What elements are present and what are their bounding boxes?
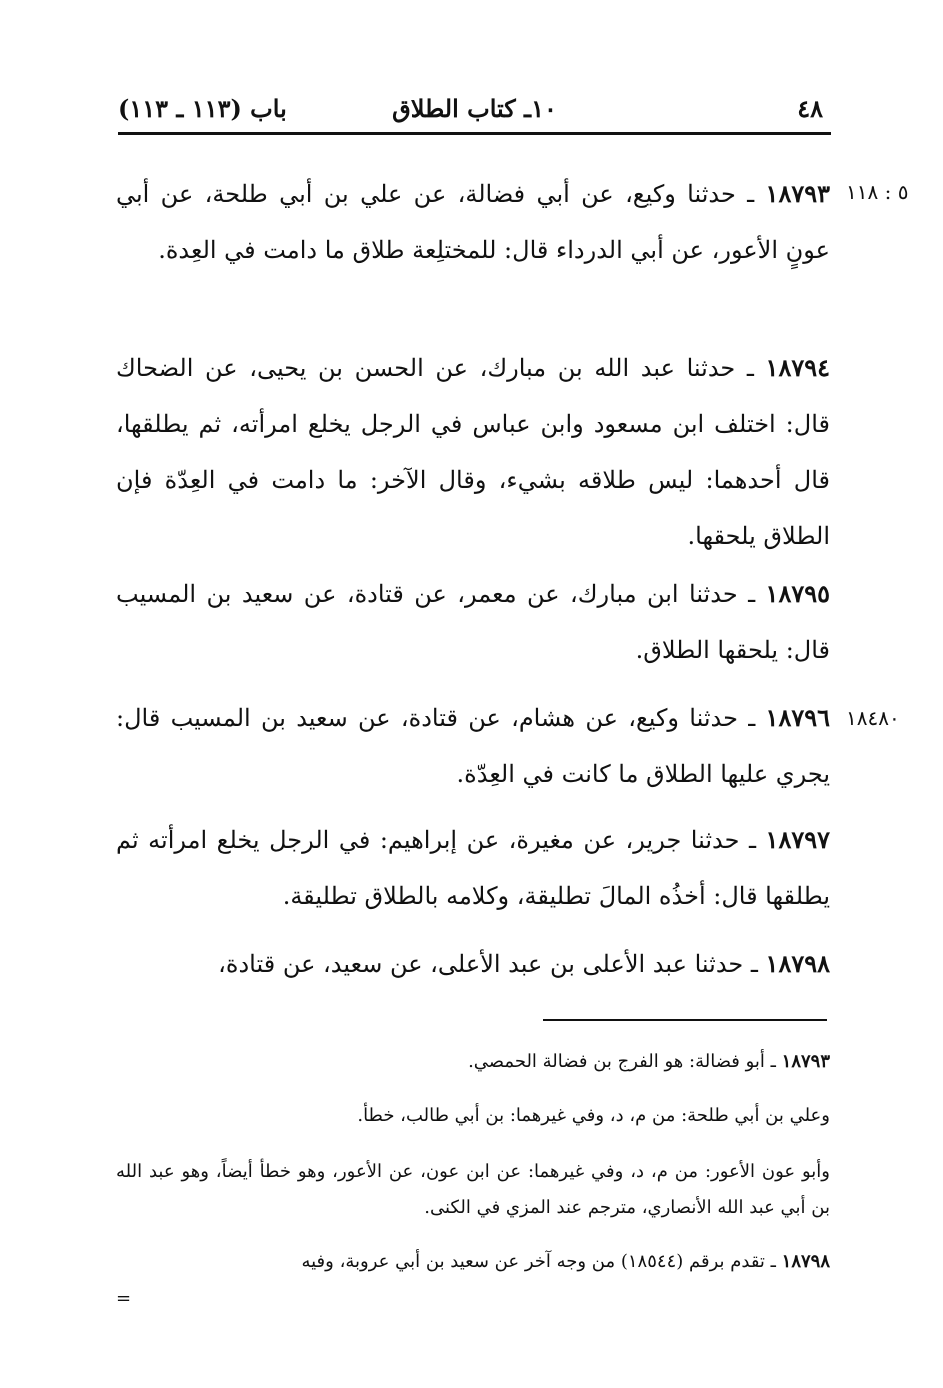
footnote-text: وأبو عون الأعور: من م، د، وفي غيرهما: عن ابن عون، عن الأعور، وهو خطأ أيضاً، وهو عبد الله بن أبي عبد الله الأنصاري، مترجم عند المزي في الكنى. bbox=[116, 1161, 830, 1218]
hadith-number: ١٨٧٩٤ bbox=[765, 353, 830, 382]
footnote bbox=[116, 1044, 830, 1080]
margin-reference: ١٨٤٨٠ bbox=[846, 706, 900, 730]
footnote-text: ـ أبو فضالة: هو الفرج بن فضالة الحمصي. bbox=[468, 1051, 782, 1072]
footnote-number: ١٨٧٩٣ bbox=[781, 1051, 830, 1072]
section-title: باب (١١٣ ـ ١١٣) bbox=[118, 94, 287, 123]
hadith-text: ـ حدثنا ابن مبارك، عن معمر، عن قتادة، عن سعيد بن المسيب قال: يلحقها الطلاق. bbox=[116, 580, 830, 664]
hadith-paragraph bbox=[116, 566, 830, 678]
page-number: ٤٨ bbox=[797, 94, 823, 123]
hadith-number: ١٨٧٩٧ bbox=[765, 825, 830, 854]
footnote-text: ـ تقدم برقم (١٨٥٤٤) من وجه آخر عن سعيد بن أبي عروبة، وفيه bbox=[301, 1251, 782, 1272]
hadith-paragraph bbox=[116, 166, 830, 278]
footnote bbox=[116, 1244, 830, 1280]
hadith-number: ١٨٧٩٦ bbox=[765, 703, 830, 732]
hadith-paragraph bbox=[116, 340, 830, 564]
hadith-paragraph bbox=[116, 690, 830, 802]
hadith-number: ١٨٧٩٣ bbox=[765, 179, 830, 208]
hadith-text: ـ حدثنا عبد الأعلى بن عبد الأعلى، عن سعيد، عن قتادة، bbox=[218, 950, 766, 978]
margin-reference: ٥ : ١١٨ bbox=[846, 180, 909, 204]
hadith-paragraph bbox=[116, 936, 830, 992]
chapter-title: ١٠ـ كتاب الطلاق bbox=[392, 94, 557, 123]
footnote-separator bbox=[543, 1019, 827, 1021]
footnote bbox=[116, 1098, 830, 1134]
hadith-number: ١٨٧٩٥ bbox=[765, 579, 830, 608]
hadith-number: ١٨٧٩٨ bbox=[765, 949, 830, 978]
hadith-text: ـ حدثنا وكيع، عن أبي فضالة، عن علي بن أبي طلحة، عن أبي عونٍ الأعور، عن أبي الدرداء قال: للمختلِعة طلاق ما دامت في العِدة. bbox=[116, 180, 830, 264]
hadith-text: ـ حدثنا جرير، عن مغيرة، عن إبراهيم: في الرجل يخلع امرأته ثم يطلقها قال: أخذُه المالَ تطليقة، وكلامه بالطلاق تطليقة. bbox=[116, 826, 830, 910]
continuation-mark: = bbox=[116, 1288, 132, 1309]
hadith-paragraph bbox=[116, 812, 830, 924]
hadith-text: ـ حدثنا وكيع، عن هشام، عن قتادة، عن سعيد بن المسيب قال: يجري عليها الطلاق ما كانت في العِدّة. bbox=[116, 704, 830, 788]
hadith-text: ـ حدثنا عبد الله بن مبارك، عن الحسن بن يحيى، عن الضحاك قال: اختلف ابن مسعود وابن عباس في الرجل يخلع امرأته، ثم يطلقها، قال أحدهما: ليس طلاقه بشيء، وقال الآخر: ما دامت في العِدّة فإن الطلاق يلحقها. bbox=[116, 354, 830, 550]
footnote-number: ١٨٧٩٨ bbox=[781, 1251, 830, 1272]
footnote bbox=[116, 1154, 830, 1226]
footnote-text: وعلي بن أبي طلحة: من م، د، وفي غيرهما: بن أبي طالب، خطأ. bbox=[357, 1105, 830, 1126]
running-header bbox=[118, 92, 831, 135]
